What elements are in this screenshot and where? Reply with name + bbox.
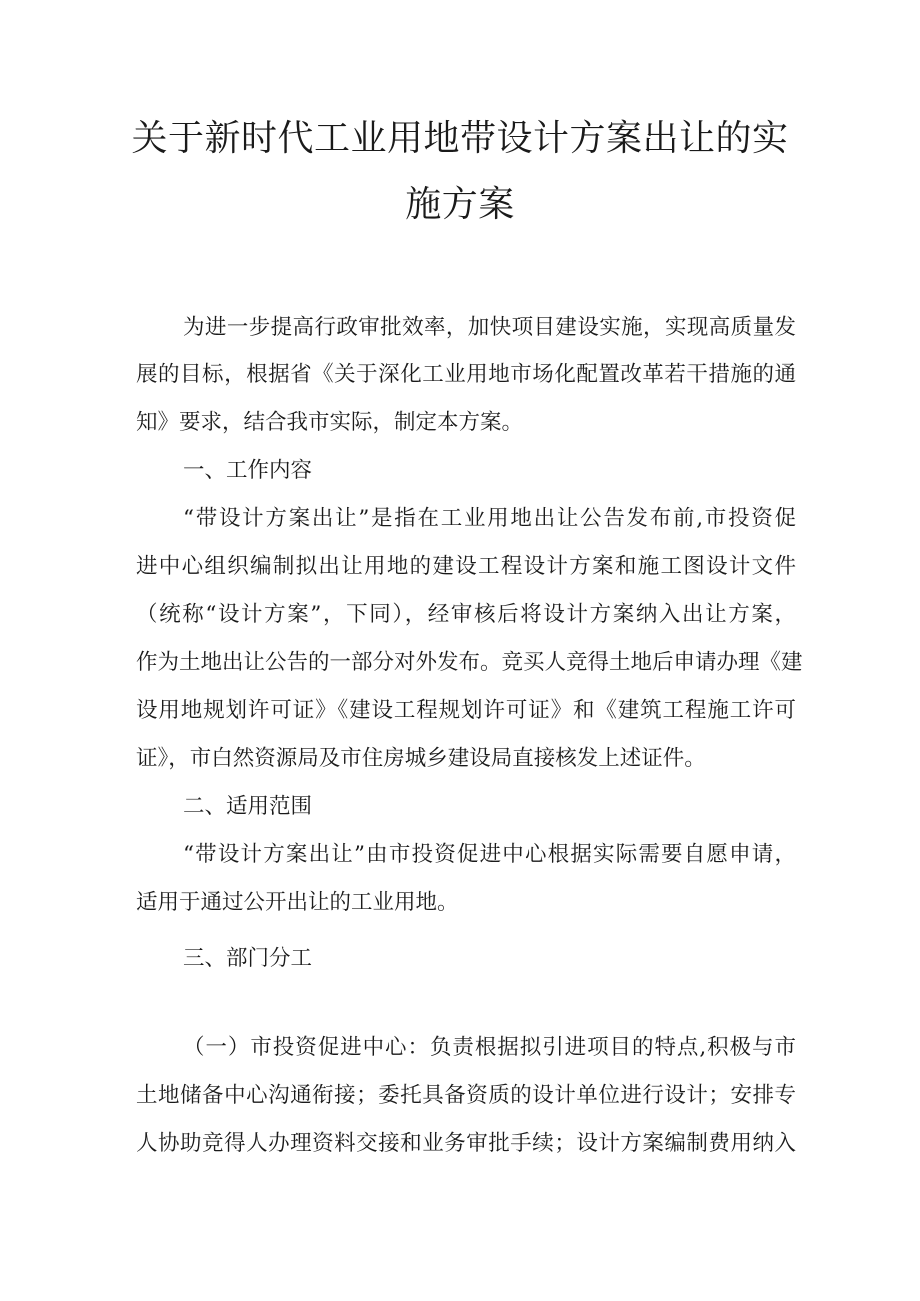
paragraph-line: 设用地规划许可证》《建设工程规划许可证》和《建筑工程施工许可 [136, 698, 796, 723]
paragraph-line: （统称“设计方案”，下同），经审核后将设计方案纳入出让方案， [136, 602, 796, 627]
paragraph-line: 作为土地出让公告的一部分对外发布。竞买人竞得土地后申请办理《建 [136, 650, 803, 675]
paragraph-line: “带设计方案出让”是指在工业用地出让公告发布前,市投资促 [183, 506, 796, 531]
paragraph-line: 适用于通过公开出让的工业用地。 [136, 890, 459, 915]
paragraph-line: 展的目标，根据省《关于深化工业用地市场化配置改革若干措施的通 [136, 362, 796, 387]
paragraph-line: 人协助竞得人办理资料交接和业务审批手续；设计方案编制费用纳入 [136, 1131, 796, 1156]
paragraph-line: 进中心组织编制拟出让用地的建设工程设计方案和施工图设计文件 [136, 554, 796, 579]
paragraph-line: “带设计方案出让”由市投资促进中心根据实际需要自愿申请， [183, 842, 796, 867]
section-heading: 二、适用范围 [183, 794, 313, 819]
document-title-line-1: 关于新时代工业用地带设计方案出让的实 [131, 118, 789, 159]
paragraph-line: 土地储备中心沟通衔接；委托具备资质的设计单位进行设计；安排专 [136, 1083, 796, 1108]
paragraph-line: 为进一步提高行政审批效率，加快项目建设实施，实现高质量发 [183, 315, 796, 340]
section-heading: 一、工作内容 [183, 458, 313, 483]
paragraph-line: 知》要求，结合我市实际，制定本方案。 [136, 410, 524, 435]
paragraph-line: （一）市投资促进中心：负责根据拟引进项目的特点,积极与市 [183, 1035, 796, 1060]
section-heading: 三、部门分工 [183, 946, 313, 971]
document-title-line-2: 施方案 [405, 184, 515, 225]
paragraph-line: 证》，市白然资源局及市住房城乡建设局直接核发上述证件。 [136, 746, 706, 771]
